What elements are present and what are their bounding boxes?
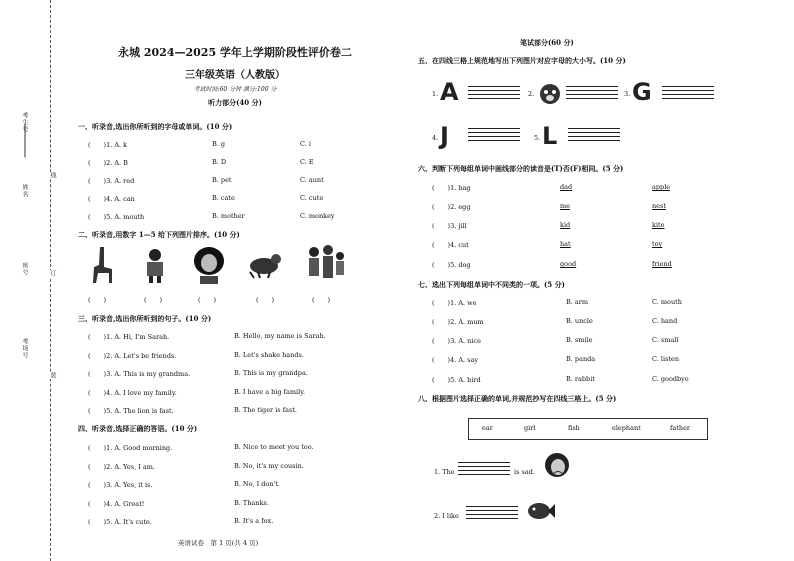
s4-q5-b: B. It's a fox. (234, 517, 274, 525)
s1-q4-b: B. cate (212, 194, 235, 202)
label-name: 姓名 (21, 184, 28, 198)
s7-q4-b: B. panda (566, 355, 596, 363)
s5-num-3: 3. (624, 90, 631, 98)
exam-subtitle: 三年级英语（人教版） (185, 70, 285, 81)
s1-q2-b: B. D (212, 158, 227, 166)
s2-paren-2[interactable]: ( ) (144, 296, 163, 304)
label-room: 考场号 (21, 338, 28, 359)
s4-q5: ( )5. A. It's cute. (88, 518, 152, 526)
s1-q4: ( )4. A. can (88, 195, 135, 203)
s1-q5-c: C. monkey (300, 212, 335, 220)
s6-title: 六、判断下列每组单词中画线部分的读音是(T)否(F)相同。(5 分) (418, 164, 624, 173)
s8-q2-start: 2. I like (434, 512, 459, 520)
s7-q2-c: C. hand (652, 317, 678, 325)
cut-mark-install: 装 (49, 372, 56, 379)
s6-q5-c: friend (652, 260, 672, 268)
s7-title: 七、选出下列每组单词中不同类的一项。(5 分) (418, 280, 565, 289)
s1-q1-c: C. i (300, 140, 311, 148)
s7-q1: ( )1. A. we (432, 299, 477, 307)
man-picture (140, 248, 170, 284)
s2-paren-5[interactable]: ( ) (312, 296, 331, 304)
s3-q3-b: B. This is my grandpa. (234, 369, 308, 377)
label-exam-number: 考生号 (21, 112, 28, 133)
s7-q2-b: B. uncle (566, 317, 593, 325)
s7-q2: ( )2. A. mum (432, 318, 484, 326)
s7-q5-c: C. goodbye (652, 375, 689, 383)
s3-q2-b: B. Let's shake hands. (234, 351, 304, 359)
binding-margin (0, 0, 74, 561)
s3-q4-b: B. I have a big family. (234, 388, 306, 396)
s4-q1: ( )1. A. Good morning. (88, 444, 173, 452)
woman-picture (192, 246, 226, 284)
sad-girl-picture (544, 452, 570, 480)
s1-q2: ( )2. A. B (88, 159, 128, 167)
dog-picture (538, 80, 562, 106)
s6-q3: ( )3. jill (432, 222, 467, 230)
s1-q2-c: C. E (300, 158, 314, 166)
s3-title: 三、听录音,选出你所听到的句子。(10 分) (78, 314, 212, 323)
s2-paren-1[interactable]: ( ) (88, 296, 107, 304)
s3-q3: ( )3. A. This is my grandma. (88, 370, 191, 378)
s6-q2-b: me (560, 202, 571, 210)
s2-paren-3[interactable]: ( ) (198, 296, 217, 304)
s6-q4-b: hat (560, 240, 571, 248)
fish-picture (526, 500, 556, 522)
s6-q1-b: dad (560, 183, 573, 191)
s3-q5: ( )5. A. The lion is fast. (88, 407, 174, 415)
s6-q4: ( )4. cut (432, 241, 469, 249)
letter-g-picture: G (632, 78, 652, 106)
s7-q4: ( )4. A. say (432, 356, 479, 364)
s4-q4: ( )4. A. Great! (88, 500, 145, 508)
four-lines-s8-1[interactable] (458, 462, 510, 476)
animal-picture (246, 250, 282, 280)
listening-header: 听力部分(40 分) (208, 98, 262, 107)
four-lines-3[interactable] (662, 86, 714, 100)
s4-q3: ( )3. A. Yes, it is. (88, 481, 153, 489)
s3-q5-b: B. The tiger is fast. (234, 406, 297, 414)
s4-q2-b: B. No, it's my cousin. (234, 462, 304, 470)
label-seat: 座号 (21, 262, 28, 276)
s1-q3-b: B. pet (212, 176, 232, 184)
giraffe-picture (86, 245, 116, 285)
s6-q1-c: apple (652, 183, 671, 191)
cut-line (50, 0, 51, 561)
s6-q1: ( )1. bag (432, 184, 471, 192)
word-father: father (670, 424, 691, 432)
s7-q4-c: C. listen (652, 355, 680, 363)
s1-q3: ( )3. A. red (88, 177, 135, 185)
word-ear: ear (482, 424, 493, 432)
s5-num-1: 1. (432, 90, 439, 98)
s6-q5-b: good (560, 260, 577, 268)
s6-q2-c: nest (652, 202, 666, 210)
s7-q1-c: C. mouth (652, 298, 682, 306)
letter-a-picture: A (440, 78, 459, 106)
s4-q3-b: B. No, I don't. (234, 480, 281, 488)
s5-num-2: 2. (528, 90, 535, 98)
s4-q1-b: B. Nice to meet you too. (234, 443, 314, 451)
s3-q1: ( )1. A. Hi, I'm Sarah. (88, 333, 170, 341)
s7-q5-b: B. rabbit (566, 375, 595, 383)
s1-q5: ( )5. A. mouth (88, 213, 145, 221)
exam-info: 考试时间:60 分钟 满分:100 分 (193, 86, 277, 93)
s4-title: 四、听录音,选择正确的答语。(10 分) (78, 424, 198, 433)
s4-q4-b: B. Thanks. (234, 499, 269, 507)
s8-q1-end: is sad. (514, 468, 535, 476)
four-lines-4[interactable] (468, 128, 520, 142)
letter-j-picture: J (440, 122, 449, 150)
s3-q2: ( )2. A. Let's be friends. (88, 352, 177, 360)
s6-q4-c: toy (652, 240, 663, 248)
s1-q4-c: C. cute (300, 194, 324, 202)
s6-q2: ( )2. egg (432, 203, 471, 211)
s5-num-4: 4. (432, 134, 439, 142)
s5-num-5: 5. (534, 134, 541, 142)
s4-q2: ( )2. A. Yes, I am. (88, 463, 155, 471)
four-lines-1[interactable] (468, 86, 520, 100)
family-picture (304, 244, 348, 284)
s7-q3-c: C. small (652, 336, 679, 344)
s6-q3-b: kid (560, 221, 571, 229)
word-girl: girl (524, 424, 536, 432)
s8-title: 八、根据图片选择正确的单词,并规范抄写在四线三格上。(5 分) (418, 394, 617, 403)
s8-q1-start: 1. The (434, 468, 455, 476)
s1-q1: ( )1. A. k (88, 141, 128, 149)
page-footer: 英语试卷 第 1 页(共 4 页) (178, 539, 259, 547)
s5-title: 五、在四线三格上规范地写出下列图片对应字母的大小写。(10 分) (418, 56, 626, 65)
s6-q3-c: kite (652, 221, 665, 229)
four-lines-5[interactable] (568, 128, 620, 142)
s7-q3-b: B. smile (566, 336, 593, 344)
s7-q5: ( )5. A. bird (432, 376, 481, 384)
s1-title: 一、听录音,选出你所听到的字母或单词。(10 分) (78, 122, 233, 131)
cut-mark-bind: 订 (49, 270, 56, 277)
exam-title: 永城 2024—2025 学年上学期阶段性评价卷二 (118, 46, 352, 59)
four-lines-2[interactable] (566, 86, 618, 100)
s2-paren-4[interactable]: ( ) (256, 296, 275, 304)
four-lines-s8-2[interactable] (466, 506, 518, 520)
s7-q1-b: B. arm (566, 298, 589, 306)
s3-q4: ( )4. A. I love my family. (88, 389, 177, 397)
s1-q3-c: C. aunt (300, 176, 324, 184)
s1-q5-b: B. mother (212, 212, 245, 220)
letter-l-picture: L (542, 122, 558, 150)
s1-q1-b: B. g (212, 140, 226, 148)
word-elephant: elephant (612, 424, 641, 432)
written-header: 笔试部分(60 分) (520, 38, 574, 47)
s2-title: 二、听录音,用数字 1—5 给下列图片排序。(10 分) (78, 230, 240, 239)
s6-q5: ( )5. dog (432, 261, 471, 269)
s3-q1-b: B. Hello, my name is Sarah. (234, 332, 326, 340)
s7-q3: ( )3. A. nice (432, 337, 481, 345)
cut-mark-line: 线 (49, 172, 56, 179)
word-fish: fish (568, 424, 580, 432)
